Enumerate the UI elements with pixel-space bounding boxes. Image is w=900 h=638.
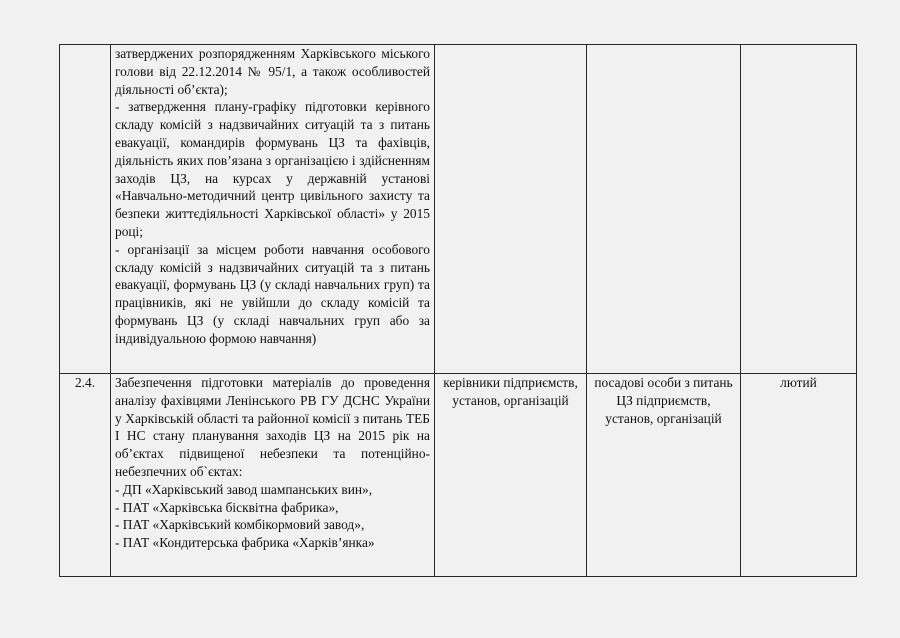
- row-description: [111, 374, 435, 577]
- row-responsible: посадові особи з питань ЦЗ підприємств, установ, організацій: [587, 374, 741, 577]
- description-paragraph: - організації за місцем роботи навчання особового складу комісій з надзвичайних ситуацій та з питань евакуації, формувань ЦЗ (у складі навчальних груп) та працівників, які не увійшли до складу комісій та формувань ЦЗ (у складі навчальних груп або за індивідуальною формою навчання): [115, 241, 430, 346]
- row-responsible: [587, 45, 741, 374]
- description-paragraph: затверджених розпорядженням Харківського міського голови від 22.12.2014 № 95/1, а також особливостей діяльності об’єкта);: [115, 46, 430, 97]
- description-list-item: - ПАТ «Харківський комбікормовий завод»,: [115, 517, 365, 533]
- description-list-item: - ПАТ «Харківська бісквітна фабрика»,: [115, 499, 339, 515]
- description-list-item: - ПАТ «Кондитерська фабрика «Харків’янка»: [115, 535, 375, 551]
- description-list-item: - ДП «Харківський завод шампанських вин»,: [115, 481, 373, 497]
- description-paragraph: - затвердження плану-графіку підготовки керівного складу комісій з надзвичайних ситуацій та з питань евакуації, командирів формувань ЦЗ та фахівців, діяльність яких пов’язана з організацією і здійсненням заходів ЦЗ, на курсах у державній установі «Навчально-методичний центр цивільного захисту та безпеки життєдіяльності Харківської області» у 2015 році;: [115, 99, 430, 239]
- row-involved: керівники підприємств, установ, організацій: [435, 374, 587, 577]
- row-number: 2.4.: [60, 374, 111, 577]
- row-number: [60, 45, 111, 374]
- plan-table: [59, 44, 857, 577]
- table-row: [60, 374, 857, 577]
- description-paragraph: Забезпечення підготовки матеріалів до проведення аналізу фахівцями Ленінського РВ ГУ ДСНС України у Харківській області та районної комісії з питань ТЕБ І НС стану планування заходів ЦЗ на 2015 рік на об’єктах підвищеної небезпеки та потенційно-небезпечних об`єктах:: [115, 375, 430, 479]
- row-description: [111, 45, 435, 374]
- row-deadline: лютий: [741, 374, 857, 577]
- row-deadline: [741, 45, 857, 374]
- table-row: [60, 45, 857, 374]
- row-involved: [435, 45, 587, 374]
